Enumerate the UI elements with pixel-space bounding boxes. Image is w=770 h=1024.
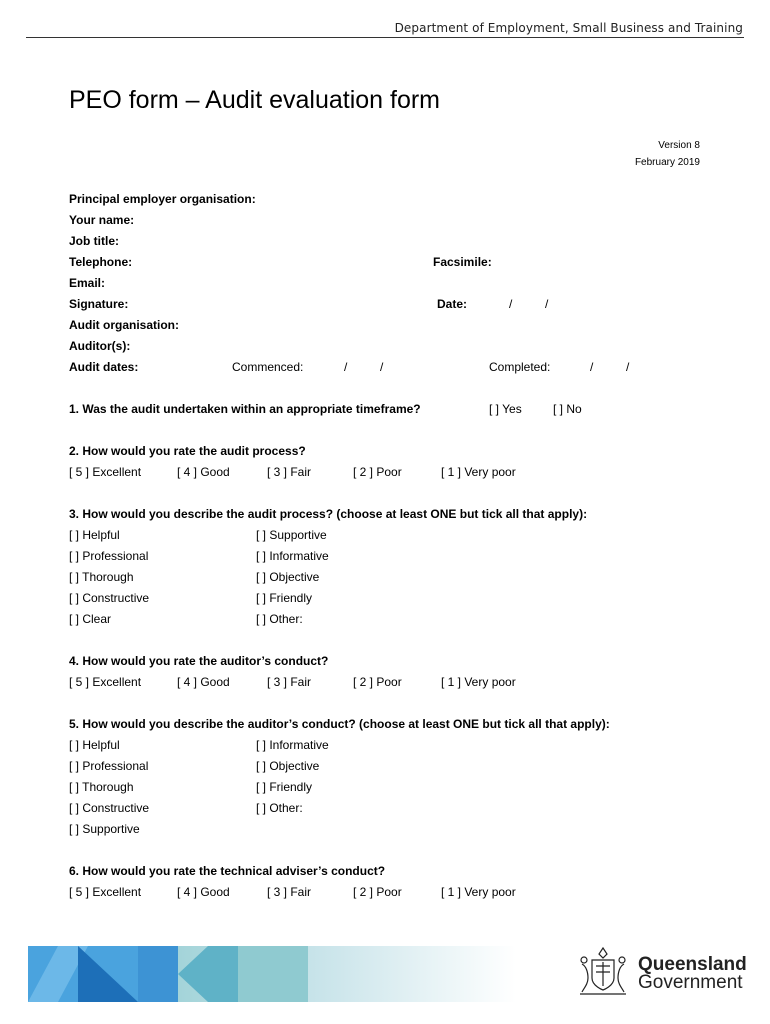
date-slash: / <box>545 297 549 311</box>
option-other[interactable]: [ ] Other: <box>256 612 303 626</box>
option-informative[interactable]: [ ] Informative <box>256 549 329 563</box>
version-label: Version 8 <box>658 140 700 151</box>
option-friendly[interactable]: [ ] Friendly <box>256 780 313 794</box>
facsimile-field: Facsimile: <box>433 255 492 269</box>
option-informative[interactable]: [ ] Informative <box>256 738 329 752</box>
rating-excellent[interactable]: [ 5 ] Excellent <box>69 465 142 479</box>
email-field: Email: <box>69 276 106 290</box>
footer-band <box>28 946 516 1002</box>
your-name-field: Your name: <box>69 213 135 227</box>
queensland-government-logo <box>574 944 746 1004</box>
audit-dates-field: Audit dates: <box>69 360 139 374</box>
date-label: February 2019 <box>634 157 700 168</box>
option-helpful[interactable]: [ ] Helpful <box>69 528 120 542</box>
coat-of-arms-icon <box>574 944 632 1002</box>
no-checkbox[interactable]: [ ] No <box>553 402 582 416</box>
logo-text-queensland: Queensland <box>638 954 747 975</box>
question-3: 3. How would you describe the audit process? (choose at least ONE but tick all that apply): <box>69 507 588 521</box>
principal-employer-field: Principal employer organisation: <box>69 192 256 206</box>
question-2: 2. How would you rate the audit process? <box>69 444 306 458</box>
option-objective[interactable]: [ ] Objective <box>256 570 320 584</box>
rating-good[interactable]: [ 4 ] Good <box>177 675 230 689</box>
option-friendly[interactable]: [ ] Friendly <box>256 591 313 605</box>
option-helpful[interactable]: [ ] Helpful <box>69 738 120 752</box>
rating-excellent[interactable]: [ 5 ] Excellent <box>69 885 142 899</box>
rating-poor[interactable]: [ 2 ] Poor <box>353 465 402 479</box>
header-divider <box>26 37 744 38</box>
job-title-field: Job title: <box>69 234 119 248</box>
option-objective[interactable]: [ ] Objective <box>256 759 320 773</box>
option-other[interactable]: [ ] Other: <box>256 801 303 815</box>
question-4: 4. How would you rate the auditor’s conduct? <box>69 654 329 668</box>
audit-organisation-field: Audit organisation: <box>69 318 179 332</box>
question-1: 1. Was the audit undertaken within an appropriate timeframe? <box>69 402 421 416</box>
rating-fair[interactable]: [ 3 ] Fair <box>267 885 312 899</box>
rating-good[interactable]: [ 4 ] Good <box>177 885 230 899</box>
commenced-label: Commenced: <box>232 360 304 374</box>
rating-very-poor[interactable]: [ 1 ] Very poor <box>441 885 516 899</box>
department-name: Department of Employment, Small Business and Training <box>394 21 743 35</box>
option-thorough[interactable]: [ ] Thorough <box>69 570 134 584</box>
completed-label: Completed: <box>489 360 551 374</box>
option-clear[interactable]: [ ] Clear <box>69 612 112 626</box>
date-slash: / <box>509 297 513 311</box>
option-supportive[interactable]: [ ] Supportive <box>256 528 327 542</box>
date-slash: / <box>626 360 630 374</box>
date-slash: / <box>590 360 594 374</box>
option-constructive[interactable]: [ ] Constructive <box>69 801 150 815</box>
signature-field: Signature: <box>69 297 129 311</box>
date-field: Date: <box>437 297 468 311</box>
rating-fair[interactable]: [ 3 ] Fair <box>267 465 312 479</box>
rating-poor[interactable]: [ 2 ] Poor <box>353 675 402 689</box>
rating-very-poor[interactable]: [ 1 ] Very poor <box>441 465 516 479</box>
rating-fair[interactable]: [ 3 ] Fair <box>267 675 312 689</box>
date-slash: / <box>380 360 384 374</box>
rating-good[interactable]: [ 4 ] Good <box>177 465 230 479</box>
rating-poor[interactable]: [ 2 ] Poor <box>353 885 402 899</box>
question-6: 6. How would you rate the technical adviser’s conduct? <box>69 864 386 878</box>
rating-excellent[interactable]: [ 5 ] Excellent <box>69 675 142 689</box>
option-supportive[interactable]: [ ] Supportive <box>69 822 140 836</box>
question-5: 5. How would you describe the auditor’s conduct? (choose at least ONE but tick all that apply): <box>69 717 610 731</box>
option-thorough[interactable]: [ ] Thorough <box>69 780 134 794</box>
logo-text-government: Government <box>638 972 743 993</box>
footer-band-graphic <box>28 946 516 1002</box>
date-slash: / <box>344 360 348 374</box>
rating-very-poor[interactable]: [ 1 ] Very poor <box>441 675 516 689</box>
auditors-field: Auditor(s): <box>69 339 131 353</box>
telephone-field: Telephone: <box>69 255 133 269</box>
yes-checkbox[interactable]: [ ] Yes <box>489 402 522 416</box>
option-professional[interactable]: [ ] Professional <box>69 549 149 563</box>
page-title: PEO form – Audit evaluation form <box>69 86 441 114</box>
option-constructive[interactable]: [ ] Constructive <box>69 591 150 605</box>
option-professional[interactable]: [ ] Professional <box>69 759 149 773</box>
